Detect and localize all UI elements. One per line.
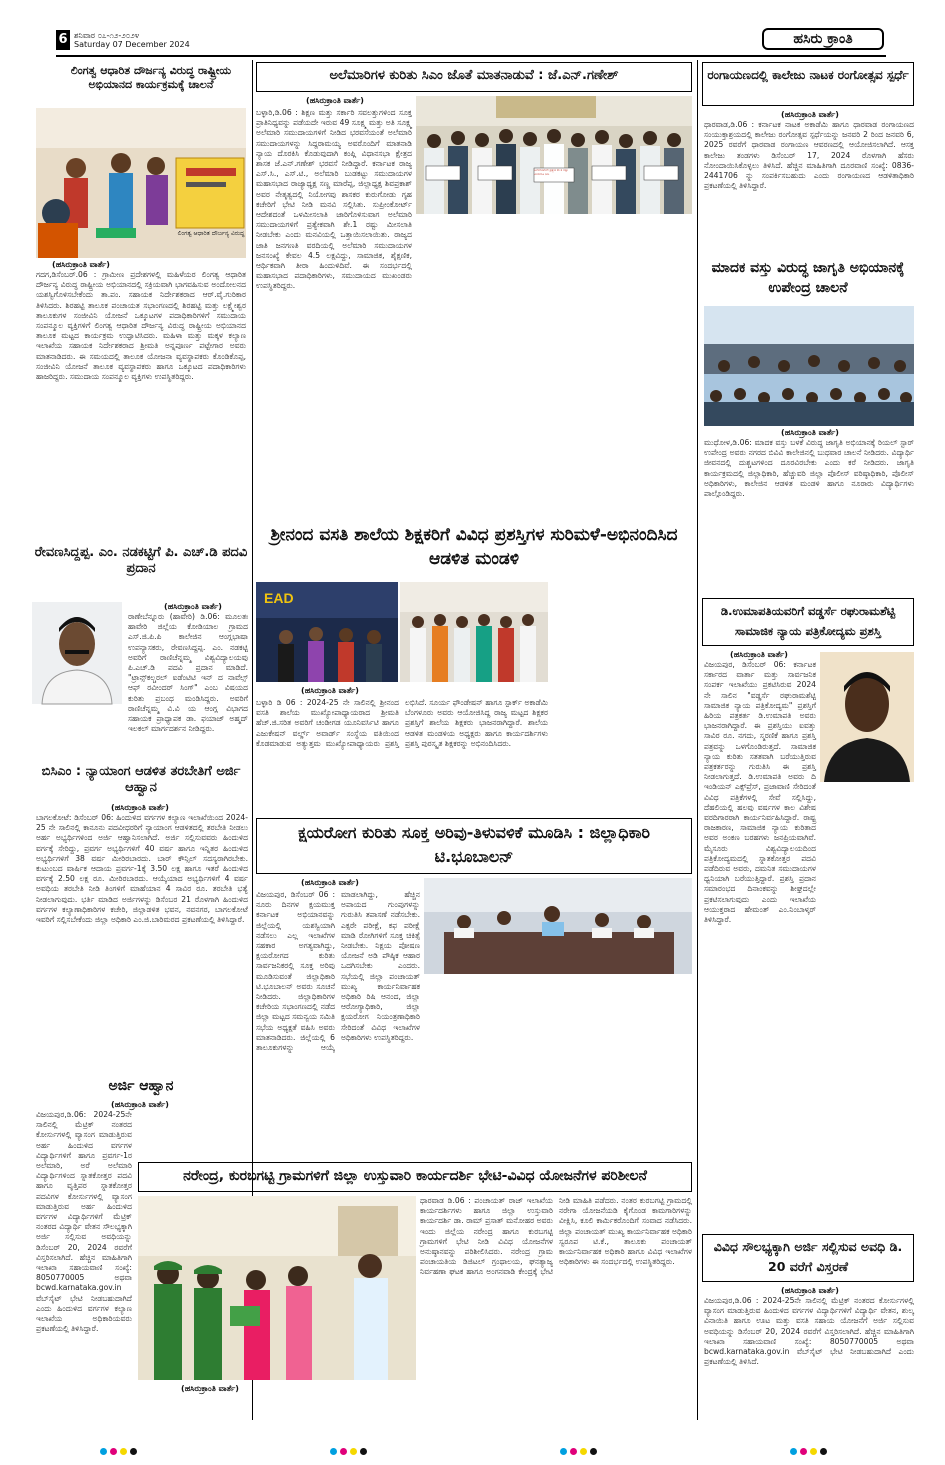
srinanda-stage-photo	[256, 582, 398, 682]
lingayat-credit: (ಹಸಿರುಕ್ರಾಂತಿ ವಾರ್ತೆ)	[52, 260, 110, 269]
tb-headline: ಕ್ಷಯರೋಗ ಕುರಿತು ಸೂಕ್ತ ಅರಿವು-ತಿಳುವಳಿಕೆ ಮೂಡಿಸಿ : ಜಿಲ್ಲಾಧಿಕಾರಿ ಟಿ.ಭೂಬಾಲನ್	[256, 818, 692, 874]
lingayat-body: ಗದಗ,ಡಿಸೆಂಬರ್.06 : ಗ್ರಾಮೀಣ ಪ್ರದೇಶಗಳಲ್ಲಿ ಮಹಿಳೆಯರ ಲಿಂಗತ್ವ ಆಧಾರಿತ ದೌರ್ಜನ್ಯ ವಿರುದ್ಧ ರಾಷ್ಟ್ರೀಯ ಅಭಿಯಾನದಲ್ಲಿ ಸಕ್ರಿಯವಾಗಿ ಭಾಗವಹಿಸುವ ಅಂದೋಲನದ ಯಶಸ್ವಿಗೊಳಿಸಬೇಕೆಂದು ತಾ.ಪಂ. ಸಹಾಯಕ ನಿರ್ದೇಶಕರಾದ ಆರ್.ವೈ.ಗುರಿಕಾರ ತಿಳಿಸಿದರು. ಶಿರಹಟ್ಟಿ ತಾಲೂಕ ಪಂಚಾಯತ ಸಭಾಂಗಣದಲ್ಲಿ ಶಿರಹಟ್ಟಿ ಮತ್ತು ಲಕ್ಷ್ಮೇಶ್ವರ ತಾಲೂಕುಗಳ ಸಂಜೀವಿನಿ ಯೋಜನೆ ಒಕ್ಕೂಟಗಳ ಪದಾಧಿಕಾರಿಗಳಿಗೆ ಸಮುದಾಯ ಸಂಪನ್ಮೂಲ ವ್ಯಕ್ತಿಗಳಿಗೆ ಲಿಂಗತ್ವ ಆಧಾರಿತ ದೌರ್ಜನ್ಯ ವಿರುದ್ಧ ರಾಷ್ಟ್ರೀಯ ಅಭಿಯಾನದ ತಾಲೂಕ ಮಟ್ಟದ ಕಾರ್ಯಕ್ರಮ ಉದ್ಘಾಟಿಸಿದರು. ಮಹಿಳಾ ಮತ್ತು ಮಕ್ಕಳ ಕಲ್ಯಾಣ ಇಲಾಖೆಯ ಸಹಾಯಕ ನಿರ್ದೇಶಕರಾದ ಶ್ರೀಮತಿ ಅನ್ನಪೂರ್ಣ ಪಟ್ಟೇಗಾರ ಅವರು ಮಾತನಾಡಿದರು. ಈ ಸಮಯದಲ್ಲಿ ತಾಲೂಕ ಯೋಜನಾ ವ್ಯವಸ್ಥಾಪಕರು ಕೊಂಡಿಕೊಪ್ಪ, ಸಂಜೀವಿನಿ ಯೋಜನೆ ತಾಲೂಕ ವ್ಯವಸ್ಥಾಪಕರು ಹಾಗೂ ಒಕ್ಕೂಟದ ಪದಾಧಿಕಾರಿಗಳು ಹಾಜರಿದ್ದರು. ಸಮುದಾಯ ಸಂಪನ್ಮೂಲ ವ್ಯಕ್ತಿಗಳು ಉಪಸ್ಥಿತರಿದ್ದರು.	[36, 270, 246, 382]
vividha-credit: (ಹಸಿರುಕ್ರಾಂತಿ ವಾರ್ತೆ)	[781, 1286, 839, 1295]
tb-meeting-photo	[424, 878, 692, 974]
umapathi-body-continued	[704, 786, 914, 1122]
registration-marks-right	[790, 1440, 830, 1459]
rangayana-credit: (ಹಸಿರುಕ್ರಾಂತಿ ವಾರ್ತೆ)	[781, 110, 839, 119]
cyan-dot	[790, 1448, 797, 1455]
arji-body: ವಿಜಯಪುರ,ಡಿ.06: 2024-25ನೇ ಸಾಲಿನಲ್ಲಿ ಮೆಟ್ರಿಕ್ ನಂತರದ ಕೋರ್ಸುಗಳಲ್ಲಿ ವ್ಯಾಸಂಗ ಮಾಡುತ್ತಿರುವ ಅರ್ಹ ಹಿಂದುಳಿದ ವರ್ಗಗಳ ವಿದ್ಯಾರ್ಥಿಗಳಿಗೆ ಹಾಗೂ ಪ್ರವರ್ಗ-1ರ ಅಲೆಮಾರಿ, ಅರೆ ಅಲೆಮಾರಿ ವಿದ್ಯಾರ್ಥಿಗಳಿಂದ ಸ್ನಾತಕೋತ್ತರ ಪದವಿ ಹಾಗೂ ವೃತ್ತಿಪರ ಸ್ನಾತಕೋತ್ತರ ಪದವಿಗಳ ಕೋರ್ಸುಗಳಲ್ಲಿ ವ್ಯಾಸಂಗ ಮಾಡುತ್ತಿರುವ ಅರ್ಹ ಹಿಂದುಳಿದ ವರ್ಗಗಳ ವಿದ್ಯಾರ್ಥಿಗಳಿಗೆ ಮೆಟ್ರಿಕ್ ನಂತರದ ವಿದ್ಯಾರ್ಥಿ ವೇತನ ಸೌಲಭ್ಯಕ್ಕಾಗಿ ಅರ್ಜಿ ಸಲ್ಲಿಸುವ ಅವಧಿಯನ್ನು ಡಿಸೆಂಬರ್ 20, 2024 ರವರೆಗೆ ವಿಸ್ತರಿಸಲಾಗಿದೆ. ಹೆಚ್ಚಿನ ಮಾಹಿತಿಗಾಗಿ ಇಲಾಖಾ ಸಹಾಯವಾಣಿ ಸಂಖ್ಯೆ: 8050770005 ಅಥವಾ bcwd.karnataka.gov.in ವೆಬ್‌ಸೈಟ್ ಭೇಟಿ ನೀಡಬಹುದಾಗಿದೆ ಎಂದು ಹಿಂದುಳಿದ ವರ್ಗಗಳ ಕಲ್ಯಾಣ ಇಲಾಖೆಯ ಅಧಿಕಾರಿಯವರು ಪ್ರಕಟಣೆಯಲ್ಲಿ ತಿಳಿಸಿದ್ದಾರೆ.	[36, 1110, 132, 1334]
black-dot	[590, 1448, 597, 1455]
madaka-rally-photo	[704, 306, 914, 426]
bcm-credit: (ಹಸಿರುಕ್ರಾಂತಿ ವಾರ್ತೆ)	[111, 803, 169, 812]
alemari-credit: (ಹಸಿರುಕ್ರಾಂತಿ ವಾರ್ತೆ)	[306, 96, 364, 105]
black-dot	[360, 1448, 367, 1455]
magenta-dot	[340, 1448, 347, 1455]
lingayat-headline: ಲಿಂಗತ್ವ ಆಧಾರಿತ ದೌರ್ಜನ್ಯ ವಿರುದ್ಧ ರಾಷ್ಟ್ರೀಯ ಅಭಿಯಾನದ ಕಾರ್ಯಕ್ರಮಕ್ಕೆ ಚಾಲನೆ	[70, 64, 232, 91]
phd-headline: ರೇವಣಸಿದ್ದಪ್ಪ. ಎಂ. ನಡಕಟ್ಟಿಗೆ ಪಿ. ಎಚ್.ಡಿ ಪದವಿ ಪ್ರದಾನ	[34, 545, 248, 577]
tb-body: ವಿಜಯಪುರ, ಡಿಸೆಂಬರ್ 06 : ನೂರು ದಿನಗಳ ಕ್ಷಯಮುಕ್ತ ಕರ್ನಾಟಕ ಅಭಿಯಾನವನ್ನು ಜಿಲ್ಲೆಯಲ್ಲಿ ಯಶಸ್ವಿಯಾಗಿ ನಡೆಸಲು ಎಲ್ಲ ಇಲಾಖೆಗಳ ಸಹಕಾರ ಅಗತ್ಯವಾಗಿದ್ದು, ಕ್ಷಯರೋಗದ ಕುರಿತು ಸಾರ್ವಜನಿಕರಲ್ಲಿ ಸೂಕ್ತ ಅರಿವು ಮೂಡಿಸುವಂತೆ ಜಿಲ್ಲಾಧಿಕಾರಿ ಟಿ.ಭೂಬಾಲನ್ ಅವರು ಸೂಚನೆ ನೀಡಿದರು. ಜಿಲ್ಲಾಧಿಕಾರಿಗಳ ಕಚೇರಿಯ ಸಭಾಂಗಣದಲ್ಲಿ ನಡೆದ ಜಿಲ್ಲಾ ಮಟ್ಟದ ಸಮನ್ವಯ ಸಮಿತಿ ಸಭೆಯ ಅಧ್ಯಕ್ಷತೆ ವಹಿಸಿ ಅವರು ಮಾತನಾಡಿದರು. ಜಿಲ್ಲೆಯಲ್ಲಿ 6 ತಾಲೂಕುಗಳನ್ನು ಆಯ್ಕೆ ಮಾಡಲಾಗಿದ್ದು, ಹೆಚ್ಚಿನ ಅಪಾಯದ ಗುಂಪುಗಳನ್ನು ಗುರುತಿಸಿ ತಪಾಸಣೆ ನಡೆಸಬೇಕು. ಎಕ್ಸರೇ ಪರೀಕ್ಷೆ, ಕಫ ಪರೀಕ್ಷೆ ಮಾಡಿ ರೋಗಿಗಳಿಗೆ ಸೂಕ್ತ ಚಿಕಿತ್ಸೆ ನೀಡಬೇಕು. ನಿಕ್ಷಯ ಪೋಷಣ ಯೋಜನೆ ಅಡಿ ಪೌಷ್ಠಿಕ ಆಹಾರ ಒದಗಿಸಬೇಕು ಎಂದರು. ಸಭೆಯಲ್ಲಿ ಜಿಲ್ಲಾ ಪಂಚಾಯತ್ ಮುಖ್ಯ ಕಾರ್ಯನಿರ್ವಾಹಕ ಅಧಿಕಾರಿ ರಿಷಿ ಆನಂದ, ಜಿಲ್ಲಾ ಆರೋಗ್ಯಾಧಿಕಾರಿ, ಜಿಲ್ಲಾ ಕ್ಷಯರೋಗ ನಿಯಂತ್ರಣಾಧಿಕಾರಿ ಸೇರಿದಂತೆ ವಿವಿಧ ಇಲಾಖೆಗಳ ಅಧಿಕಾರಿಗಳು ಉಪಸ್ಥಿತರಿದ್ದರು.	[256, 890, 420, 1053]
umapathi-body: ವಿಜಯಪುರ, ಡಿಸೆಂಬರ್ 06: ಕರ್ನಾಟಕ ಸರ್ಕಾರದ ವಾರ್ತಾ ಮತ್ತು ಸಾರ್ವಜನಿಕ ಸಂಪರ್ಕ ಇಲಾಖೆಯು ಪ್ರಕಟಿಸಿರುವ 2024 ನೇ ಸಾಲಿನ "ವಡ್ಡರ್ಸೆ ರಘುರಾಮಶೆಟ್ಟಿ ಸಾಮಾಜಿಕ ನ್ಯಾಯ ಪತ್ರಿಕೋದ್ಯಮ" ಪ್ರಶಸ್ತಿಗೆ ಹಿರಿಯ ಪತ್ರಕರ್ತ ಡಿ.ಉಮಾಪತಿ ಅವರು ಭಾಜನರಾಗಿದ್ದಾರೆ. ಈ ಪ್ರಶಸ್ತಿಯು ಐವತ್ತು ಸಾವಿರ ರೂ. ನಗದು, ಸ್ಮರಣಿಕೆ ಹಾಗೂ ಪ್ರಶಸ್ತಿ ಪತ್ರವನ್ನು ಒಳಗೊಂಡಿರುತ್ತದೆ. ಸಾಮಾಜಿಕ ನ್ಯಾಯ ಕುರಿತು ಸತತವಾಗಿ ಬರೆಯುತ್ತಿರುವ ಪತ್ರಕರ್ತರನ್ನು ಗುರುತಿಸಿ ಈ ಪ್ರಶಸ್ತಿ ನೀಡಲಾಗುತ್ತದೆ. ಡಿ.ಉಮಾಪತಿ ಅವರು ದಿ ಇಂಡಿಯನ್ ಎಕ್ಸ್‌ಪ್ರೆಸ್, ಪ್ರಜಾವಾಣಿ ಸೇರಿದಂತೆ ವಿವಿಧ ಪತ್ರಿಕೆಗಳಲ್ಲಿ ಸೇವೆ ಸಲ್ಲಿಸಿದ್ದು, ದೆಹಲಿಯಲ್ಲಿ ಹಲವು ವರ್ಷಗಳ ಕಾಲ ವಿಶೇಷ ವರದಿಗಾರರಾಗಿ ಕಾರ್ಯನಿರ್ವಹಿಸಿದ್ದಾರೆ. ರಾಷ್ಟ್ರ ರಾಜಕಾರಣ, ಸಾಮಾಜಿಕ ನ್ಯಾಯ ಕುರಿತಾದ ಅವರ ಅಂಕಣ ಬರಹಗಳು ಜನಪ್ರಿಯವಾಗಿವೆ. ಮೈಸೂರು ವಿಶ್ವವಿದ್ಯಾಲಯದಿಂದ ಪತ್ರಿಕೋದ್ಯಮದಲ್ಲಿ ಸ್ನಾತಕೋತ್ತರ ಪದವಿ ಪಡೆದಿರುವ ಅವರು, ದಮನಿತ ಸಮುದಾಯಗಳ ಧ್ವನಿಯಾಗಿ ಬರೆಯುತ್ತಿದ್ದಾರೆ. ಪ್ರಶಸ್ತಿ ಪ್ರದಾನ ಸಮಾರಂಭದ ದಿನಾಂಕವನ್ನು ಶೀಘ್ರದಲ್ಲೇ ಪ್ರಕಟಿಸಲಾಗುವುದು ಎಂದು ಇಲಾಖೆಯ ಆಯುಕ್ತರಾದ ಹೇಮಂತ್ ಎಂ.ನಿಂಬಾಳ್ಕರ್ ತಿಳಿಸಿದ್ದಾರೆ.	[704, 660, 816, 925]
srinanda-group-photo	[400, 582, 548, 682]
cyan-dot	[330, 1448, 337, 1455]
date-english: Saturday 07 December 2024	[74, 40, 190, 49]
umapathi-credit: (ಹಸಿರುಕ್ರಾಂತಿ ವಾರ್ತೆ)	[730, 650, 788, 659]
magenta-dot	[570, 1448, 577, 1455]
srinanda-credit: (ಹಸಿರುಕ್ರಾಂತಿ ವಾರ್ತೆ)	[301, 686, 359, 695]
narendra-visit-photo	[138, 1196, 416, 1380]
cyan-dot	[100, 1448, 107, 1455]
arji-headline: ಅರ್ಜಿ ಆಹ್ವಾನ	[108, 1078, 174, 1094]
phd-credit: (ಹಸಿರುಕ್ರಾಂತಿ ವಾರ್ತೆ)	[164, 602, 222, 611]
cyan-dot	[560, 1448, 567, 1455]
yellow-dot	[120, 1448, 127, 1455]
narendra-body-continued	[222, 1394, 416, 1420]
bcm-headline: ಬಿಸಿಎಂ : ನ್ಯಾಯಾಂಗ ಆಡಳಿತ ತರಬೇತಿಗೆ ಅರ್ಜಿ ಆಹ್ವಾನ	[41, 764, 241, 796]
alemari-banner-text: ಅಲೆಮಾರಿಗಳಿಗೆ ಪ್ರತ್ಯೇಕ ಶೇ.1 ರಷ್ಟು ಮೀಸಲಾತಿ ನೀಡಿ	[534, 168, 569, 176]
alemari-group-photo	[416, 96, 692, 214]
black-dot	[820, 1448, 827, 1455]
tb-credit: (ಹಸಿರುಕ್ರಾಂತಿ ವಾರ್ತೆ)	[301, 878, 359, 887]
narendra-body: ಧಾರವಾಡ ಡಿ.06 : ಪಂಚಾಯತ್ ರಾಜ್ ಇಲಾಖೆಯ ಕಾರ್ಯದರ್ಶಿಗಳು ಹಾಗೂ ಜಿಲ್ಲಾ ಉಸ್ತುವಾರಿ ಕಾರ್ಯದರ್ಶಿ ಡಾ. ರಾಮ್ ಪ್ರಸಾತ್ ಮನೋಹರ ಅವರು ಇಂದು ಜಿಲ್ಲೆಯ ನರೇಂದ್ರ ಹಾಗೂ ಕುರಬಗಟ್ಟಿ ಗ್ರಾಮಗಳಿಗೆ ಭೇಟಿ ನೀಡಿ ವಿವಿಧ ಯೋಜನೆಗಳ ಅನುಷ್ಠಾನವನ್ನು ಪರಿಶೀಲಿಸಿದರು. ನರೇಂದ್ರ ಗ್ರಾಮ ಪಂಚಾಯತಿಯ ಡಿಜಿಟಲ್ ಗ್ರಂಥಾಲಯ, ಘನತ್ಯಾಜ್ಯ ನಿರ್ವಹಣಾ ಘಟಕ ಹಾಗೂ ಅಂಗನವಾಡಿ ಕೇಂದ್ರಕ್ಕೆ ಭೇಟಿ ನೀಡಿ ಮಾಹಿತಿ ಪಡೆದರು. ನಂತರ ಕುರಬಗಟ್ಟಿ ಗ್ರಾಮದಲ್ಲಿ ನರೇಗಾ ಯೋಜನೆಯಡಿ ಕೈಗೊಂಡ ಕಾಮಗಾರಿಗಳನ್ನು ವೀಕ್ಷಿಸಿ, ಕೂಲಿ ಕಾರ್ಮಿಕರೊಂದಿಗೆ ಸಂವಾದ ನಡೆಸಿದರು. ಜಿಲ್ಲಾ ಪಂಚಾಯತ್ ಮುಖ್ಯ ಕಾರ್ಯನಿರ್ವಾಹಕ ಅಧಿಕಾರಿ ಸ್ವರೂಪ ಟಿ.ಕೆ., ತಾಲೂಕು ಪಂಚಾಯತ್ ಕಾರ್ಯನಿರ್ವಾಹಕ ಅಧಿಕಾರಿ ಹಾಗೂ ವಿವಿಧ ಇಲಾಖೆಗಳ ಅಧಿಕಾರಿಗಳು ಈ ಸಂದರ್ಭದಲ್ಲಿ ಉಪಸ್ಥಿತರಿದ್ದರು.	[420, 1196, 692, 1277]
arji-credit: (ಹಸಿರುಕ್ರಾಂತಿ ವಾರ್ತೆ)	[111, 1100, 169, 1109]
lingayat-photo	[36, 108, 246, 258]
phd-body-continued	[32, 708, 248, 760]
srinanda-body: ಬಳ್ಳಾರಿ ಡಿ 06 : 2024-25 ನೇ ಸಾಲಿನಲ್ಲಿ ಶ್ರೀನಂದ ವಸತಿ ಶಾಲೆಯ ಮುಖ್ಯೋಪಾಧ್ಯಾಯರಾದ ಶ್ರೀಮತಿ ಹೆಚ್.ಜಿ.ಸರಿತ ಅವರಿಗೆ ಚಂಡೀಗಡ ಯೂನಿವರ್ಸಿಟಿ ಹಾಗೂ ಎಜುಕೇಷನ್ ವರ್ಲ್ಡ್ ಅವಾರ್ಡ್ ಸಂಸ್ಥೆಯ ವತಿಯಿಂದ ಕೊಡಮಾಡುವ ಅತ್ಯುತ್ತಮ ಮುಖ್ಯೋಪಾಧ್ಯಾಯರು ಪ್ರಶಸ್ತಿ ಲಭಿಸಿದೆ. ಸೂರ್ಯ ಫೌಂಡೇಷನ್ ಹಾಗೂ ಸ್ಪಾರ್ಕ್ ಅಕಾಡೆಮಿ ಬೆಂಗಳೂರು ಅವರು ಆಯೋಜಿಸಿದ್ದ ರಾಜ್ಯ ಮಟ್ಟದ ಶಿಕ್ಷಕರ ಪ್ರಶಸ್ತಿಗೆ ಶಾಲೆಯ ಶಿಕ್ಷಕರು ಭಾಜನರಾಗಿದ್ದಾರೆ. ಶಾಲೆಯ ಆಡಳಿತ ಮಂಡಳಿಯ ಅಧ್ಯಕ್ಷರು ಹಾಗೂ ಕಾರ್ಯದರ್ಶಿಗಳು ಪ್ರಶಸ್ತಿ ಪುರಸ್ಕೃತ ಶಿಕ್ಷಕರನ್ನು ಅಭಿನಂದಿಸಿದರು.	[256, 698, 548, 748]
tb-body-continued	[424, 978, 692, 1154]
bcm-body: ಬಾಗಲಕೋಟೆ: ಡಿಸೆಂಬರ್ 06: ಹಿಂದುಳಿದ ವರ್ಗಗಳ ಕಲ್ಯಾಣ ಇಲಾಖೆಯಿಂದ 2024-25 ನೇ ಸಾಲಿನಲ್ಲಿ ಕಾನೂನು ಪದವೀಧರರಿಗೆ ನ್ಯಾಯಾಂಗ ಆಡಳಿತದಲ್ಲಿ ತರಬೇತಿ ನೀಡಲು ಅರ್ಹ ಅಭ್ಯರ್ಥಿಗಳಿಂದ ಅರ್ಜಿ ಆಹ್ವಾನಿಸಲಾಗಿದೆ. ಅರ್ಜಿ ಸಲ್ಲಿಸುವವರು ಹಿಂದುಳಿದ ವರ್ಗಕ್ಕೆ ಸೇರಿದ್ದು, ಪ್ರವರ್ಗ ಅಭ್ಯರ್ಥಿಗಳಿಗೆ 40 ವರ್ಷ ಹಾಗೂ ಇನ್ನಿತರ ಹಿಂದುಳಿದ ಅಭ್ಯರ್ಥಿಗಳಿಗೆ 38 ವರ್ಷ ಮೀರಿರಬಾರದು. ಬಾರ್ ಕೌನ್ಸಿಲ್ ಸದಸ್ಯರಾಗಿರಬೇಕು. ಕುಟುಂಬದ ವಾರ್ಷಿಕ ಆದಾಯ ಪ್ರವರ್ಗ-1ಕ್ಕೆ 3.50 ಲಕ್ಷ ಹಾಗೂ ಇತರೆ ಹಿಂದುಳಿದ ವರ್ಗಕ್ಕೆ 2.50 ಲಕ್ಷ ರೂ. ಮೀರಿರಬಾರದು. ಆಯ್ಕೆಯಾದ ಅಭ್ಯರ್ಥಿಗಳಿಗೆ 4 ವರ್ಷ ಅವಧಿಯ ತರಬೇತಿ ನೀಡಿ ತಿಂಗಳಿಗೆ ಮಾಹೆಯಾನ 4 ಸಾವಿರ ರೂ. ತರಬೇತಿ ಭತ್ಯೆ ನೀಡಲಾಗುವುದು. ಭರ್ತಿ ಮಾಡಿದ ಅರ್ಜಿಗಳನ್ನು ಡಿಸೆಂಬರ 21 ರೊಳಗಾಗಿ ಹಿಂದುಳಿದ ವರ್ಗಗಳ ಕಲ್ಯಾಣಾಧಿಕಾರಿಗಳ ಕಚೇರಿ, ಜಿಲ್ಲಾಡಳಿತ ಭವನ, ನವನಗರ, ಬಾಗಲಕೋಟೆ ಇವರಿಗೆ ಸಲ್ಲಿಸಬೇಕೆಂದು ಜಿಲ್ಲಾ ಅಧಿಕಾರಿ ಎಂ.ಜಿ.ಬಾರಿಮರದ ಪ್ರಕಟಣೆಯಲ್ಲಿ ತಿಳಿಸಿದ್ದಾರೆ.	[36, 813, 248, 925]
vividha-headline: ವಿವಿಧ ಸೌಲಭ್ಯಕ್ಕಾಗಿ ಅರ್ಜಿ ಸಲ್ಲಿಸುವ ಅವಧಿ ಡಿ. 20 ವರೆಗೆ ವಿಸ್ತರಣೆ	[702, 1234, 914, 1282]
page-number: 6	[56, 30, 70, 50]
magenta-dot	[110, 1448, 117, 1455]
umapathi-headline: ಡಿ.ಉಮಾಪತಿಯವರಿಗೆ ವಡ್ಡರ್ಸೆ ರಘುರಾಮಶೆಟ್ಟಿ ಸಾಮಾಜಿಕ ನ್ಯಾಯ ಪತ್ರಿಕೋದ್ಯಮ ಪ್ರಶಸ್ತಿ	[702, 598, 914, 646]
column-divider-right	[697, 60, 698, 1420]
yellow-dot	[350, 1448, 357, 1455]
header-rule	[56, 55, 886, 57]
srinanda-headline: ಶ್ರೀನಂದ ವಸತಿ ಶಾಲೆಯ ಶಿಕ್ಷಕರಿಗೆ ವಿವಿಧ ಪ್ರಶಸ್ತಿಗಳ ಸುರಿಮಳೆ-ಅಭಿನಂದಿಸಿದ ಆಡಳಿತ ಮಂಡಳಿ	[270, 525, 678, 569]
lingayat-banner-text: ಲಿಂಗತ್ವ ಆಧಾರಿತ ದೌರ್ಜನ್ಯ ವಿರುದ್ಧ	[177, 230, 245, 237]
vividha-body: ವಿಜಯಪುರ,ಡಿ.06 : 2024-25ನೇ ಸಾಲಿನಲ್ಲಿ ಮೆಟ್ರಿಕ್ ನಂತರದ ಕೋರ್ಸುಗಳಲ್ಲಿ ವ್ಯಾಸಂಗ ಮಾಡುತ್ತಿರುವ ಹಿಂದುಳಿದ ವರ್ಗಗಳ ವಿದ್ಯಾರ್ಥಿಗಳಿಗೆ ವಿದ್ಯಾರ್ಥಿ ವೇತನ, ಶುಲ್ಕ ವಿನಾಯಿತಿ ಹಾಗೂ ಊಟ ಮತ್ತು ವಸತಿ ಸಹಾಯ ಯೋಜನೆಗೆ ಅರ್ಜಿ ಸಲ್ಲಿಸುವ ಅವಧಿಯನ್ನು ಡಿಸೆಂಬರ್ 20, 2024 ರವರೆಗೆ ವಿಸ್ತರಿಸಲಾಗಿದೆ. ಹೆಚ್ಚಿನ ಮಾಹಿತಿಗಾಗಿ ಇಲಾಖಾ ಸಹಾಯವಾಣಿ ಸಂಖ್ಯೆ: 8050770005 ಅಥವಾ bcwd.karnataka.gov.in ವೆಬ್‌ಸೈಟ್ ಭೇಟಿ ನೀಡಬಹುದಾಗಿದೆ ಎಂದು ಪ್ರಕಟಣೆಯಲ್ಲಿ ತಿಳಿಸಿದೆ.	[704, 1296, 914, 1367]
srinanda-body-continued	[552, 582, 692, 816]
alemari-body-continued	[418, 218, 690, 520]
madaka-headline: ಮಾದಕ ವಸ್ತು ವಿರುದ್ಧ ಜಾಗೃತಿ ಅಭಿಯಾನಕ್ಕೆ ಉಪೇಂದ್ರ ಚಾಲನೆ	[711, 260, 905, 296]
srinanda-stage-text: EAD	[264, 590, 294, 606]
registration-marks-center-left	[330, 1440, 370, 1459]
header-date	[74, 31, 190, 49]
narendra-credit: (ಹಸಿರುಕ್ರಾಂತಿ ವಾರ್ತೆ)	[181, 1384, 239, 1393]
madaka-body: ಮುಧೋಳ,ಡಿ.06: ಮಾದಕ ವಸ್ತು ಬಳಕೆ ವಿರುದ್ಧ ಜಾಗೃತಿ ಅಭಿಯಾನಕ್ಕೆ ರಿಯಲ್ ಸ್ಟಾರ್ ಉಪೇಂದ್ರ ಅವರು ನಗರದ ಬಿವಿವಿ ಕಾಲೇಜಿನಲ್ಲಿ ಬುಧವಾರ ಚಾಲನೆ ನೀಡಿದರು. ವಿದ್ಯಾರ್ಥಿ ಜೀವನದಲ್ಲಿ ದುಶ್ಚಟಗಳಿಂದ ದೂರವಿರಬೇಕು ಎಂದು ಕರೆ ನೀಡಿದರು. ಜಾಗೃತಿ ಕಾರ್ಯಕ್ರಮದಲ್ಲಿ ಜಿಲ್ಲಾಧಿಕಾರಿ, ಹೆಚ್ಚುವರಿ ಜಿಲ್ಲಾ ಪೊಲೀಸ್ ವರಿಷ್ಠಾಧಿಕಾರಿ, ಪೊಲೀಸ್ ಅಧಿಕಾರಿಗಳು, ಕಾಲೇಜಿನ ಆಡಳಿತ ಮಂಡಳಿ ಹಾಗೂ ನೂರಾರು ವಿದ್ಯಾರ್ಥಿಗಳು ಪಾಲ್ಗೊಂಡಿದ್ದರು.	[704, 438, 914, 499]
narendra-headline: ನರೇಂದ್ರ, ಕುರಬಗಟ್ಟಿ ಗ್ರಾಮಗಳಿಗೆ ಜಿಲ್ಲಾ ಉಸ್ತುವಾರಿ ಕಾರ್ಯದರ್ಶಿ ಭೇಟಿ-ವಿವಿಧ ಯೋಜನೆಗಳ ಪರಿಶೀಲನೆ	[138, 1162, 692, 1192]
phd-body: ರಾಣೇಬೆನ್ನೂರು (ಹಾವೇರಿ) ಡಿ.06: ಮೂಲತಃ ಹಾವೇರಿ ಜಿಲ್ಲೆಯ ಕೋಡಿಯಾಲ ಗ್ರಾಮದ ಎಸ್.ಜಿ.ಪಿ.ಪಿ ಕಾಲೇಜಿನ ಆಂಗ್ಲಭಾಷಾ ಉಪನ್ಯಾಸಕರು, ರೇವಣಸಿದ್ದಪ್ಪ. ಎಂ. ನಡಕಟ್ಟಿ ಅವರಿಗೆ ರಾಣಿಚೆನ್ನಮ್ಮ ವಿಶ್ವವಿದ್ಯಾಲಯವು ಪಿ.ಎಚ್.ಡಿ ಪದವಿ ಪ್ರದಾನ ಮಾಡಿದೆ. "ಟ್ರಾನ್ಸ್‌ಕಲ್ಚರಲ್ ಐಡೆಂಟಿಟಿ ಇನ್ ದ ನಾವೆಲ್ಸ್ ಆಫ್ ರವೀಂದರ್ ಸಿಂಗ್" ಎಂಬ ವಿಷಯದ ಕುರಿತು ಪ್ರಬಂಧ ಮಂಡಿಸಿದ್ದರು. ಅವರಿಗೆ ರಾಣಿಚೆನ್ನಮ್ಮ ವಿ.ವಿ ಯ ಆಂಗ್ಲ ವಿಭಾಗದ ಸಹಾಯಕ ಪ್ರಾಧ್ಯಾಪಕ ಡಾ. ಫಯಾಜ್ ಅಹ್ಮದ್ ಇಲಕಲ್ ಮಾರ್ಗದರ್ಶನ ನೀಡಿದ್ದರು.	[128, 612, 248, 734]
yellow-dot	[580, 1448, 587, 1455]
black-dot	[130, 1448, 137, 1455]
umapathi-portrait-photo	[820, 652, 914, 782]
alemari-body: ಬಳ್ಳಾರಿ,ಡಿ.06 : ಶಿಕ್ಷಣ ಮತ್ತು ಸರ್ಕಾರಿ ಸವಲತ್ತುಗಳಿಂದ ಸೂಕ್ತ ಪ್ರಾತಿನಿಧ್ಯವನ್ನು ಪಡೆಯದೇ ಇರುವ 49 ಸೂಕ್ಷ್ಮ ಮತ್ತು ಅತಿ ಸೂಕ್ಷ್ಮ ಅಲೆಮಾರಿ ಸಮುದಾಯಗಳಿಗೆ ನೀಡಿದ ಭರವಸೆಯಂತೆ ಅಲೆಮಾರಿ ಸಮುದಾಯಗಳನ್ನು ಸಿದ್ದರಾಮಯ್ಯ ಅವರೊಂದಿಗೆ ಮಾತನಾಡಿ ನ್ಯಾಯ ದೊರಕಿಸಿ ಕೊಡುವುದಾಗಿ ಕಂಪ್ಲಿ ವಿಧಾನಸಭಾ ಕ್ಷೇತ್ರದ ಶಾಸಕ ಜೆ.ಎನ್.ಗಣೇಶ್ ಭರವಸೆ ನೀಡಿದ್ದಾರೆ. ಕರ್ನಾಟಕ ರಾಜ್ಯ ಎಸ್.ಸಿ., ಎಸ್.ಟಿ., ಅಲೆಮಾರಿ ಬುಡಕಟ್ಟು ಸಮುದಾಯಗಳ ಮಹಾಸಭಾದ ರಾಜ್ಯಾಧ್ಯಕ್ಷ ಸಣ್ಣ ಮಾರೆಪ್ಪ, ಜಿಲ್ಲಾಧ್ಯಕ್ಷ ಶಿವಪ್ರಕಾಶ್ ಅವರ ನೇತೃತ್ವದಲ್ಲಿ ನಿಯೋಗವು ಶಾಸಕರ ಕುರುಗೋಡು ಗೃಹ ಕಚೇರಿಗೆ ಭೇಟಿ ನೀಡಿ ಮನವಿ ಸಲ್ಲಿಸಿತು. ಸುಪ್ರೀಂಕೋರ್ಟ್ ಆದೇಶದಂತೆ ಒಳಮೀಸಲಾತಿ ಜಾರಿಗೊಳಿಸುವಾಗ ಅಲೆಮಾರಿ ಸಮುದಾಯಗಳಿಗೆ ಪ್ರತ್ಯೇಕವಾಗಿ ಶೇ.1 ರಷ್ಟು ಮೀಸಲಾತಿ ನೀಡಬೇಕು ಎಂದು ಮನವಿಯಲ್ಲಿ ಒತ್ತಾಯಿಸಲಾಯಿತು. ರಾಜ್ಯದ ಜಾತಿ ಜನಗಣತಿ ವರದಿಯಲ್ಲಿ ಅಲೆಮಾರಿ ಸಮುದಾಯಗಳ ಜನಸಂಖ್ಯೆ ಕೇವಲ 4.5 ಲಕ್ಷವಿದ್ದು, ಸಾಮಾಜಿಕ, ಶೈಕ್ಷಣಿಕ, ಆರ್ಥಿಕವಾಗಿ ತೀರಾ ಹಿಂದುಳಿದಿವೆ. ಈ ಸಂದರ್ಭದಲ್ಲಿ ಮಹಾಸಭಾದ ಪದಾಧಿಕಾರಿಗಳು, ಸಮುದಾಯದ ಮುಖಂಡರು ಉಪಸ್ಥಿತರಿದ್ದರು.	[256, 108, 412, 291]
registration-marks-center-right	[560, 1440, 600, 1459]
rangayana-body: ಧಾರವಾಡ,ಡಿ.06 : ಕರ್ನಾಟಕ ನಾಟಕ ಅಕಾಡೆಮಿ ಹಾಗೂ ಧಾರವಾಡ ರಂಗಾಯಣದ ಸಂಯುಕ್ತಾಶ್ರಯದಲ್ಲಿ ಕಾಲೇಜು ರಂಗೋತ್ಸವ ಸ್ಪರ್ಧೆಯನ್ನು ಜನವರಿ 2 ರಿಂದ ಜನವರಿ 6, 2025 ರವರೆಗೆ ಧಾರವಾಡ ರಂಗಾಯಣ ಆವರಣದಲ್ಲಿ ಆಯೋಜಿಸಲಾಗಿದೆ. ಆಸಕ್ತ ಕಾಲೇಜು ತಂಡಗಳು ಡಿಸೆಂಬರ್ 17, 2024 ರೊಳಗಾಗಿ ಹೆಸರು ನೋಂದಾಯಿಸಿಕೊಳ್ಳಲು ತಿಳಿಸಿದೆ. ಹೆಚ್ಚಿನ ಮಾಹಿತಿಗಾಗಿ ದೂರವಾಣಿ ಸಂಖ್ಯೆ: 0836-2441706 ನ್ನು ಸಂಪರ್ಕಿಸಬಹುದು ಎಂದು ರಂಗಾಯಣದ ಆಡಳಿತಾಧಿಕಾರಿ ಪ್ರಕಟಣೆಯಲ್ಲಿ ತಿಳಿಸಿದ್ದಾರೆ.	[704, 120, 914, 191]
date-kannada: ಶನಿವಾರ ೦೭-೧೨-೨೦೨೪	[74, 31, 140, 40]
rangayana-headline: ರಂಗಾಯಣದಲ್ಲಿ ಕಾಲೇಜು ನಾಟಕ ರಂಗೋತ್ಸವ ಸ್ಪರ್ಧೆ	[702, 62, 914, 106]
magenta-dot	[800, 1448, 807, 1455]
newspaper-name: ಹಸಿರು ಕ್ರಾಂತಿ	[762, 28, 884, 50]
alemari-headline: ಅಲೆಮಾರಿಗಳ ಕುರಿತು ಸಿಎಂ ಜೊತೆ ಮಾತನಾಡುವೆ : ಜೆ.ಎನ್.ಗಣೇಶ್	[256, 62, 692, 92]
yellow-dot	[810, 1448, 817, 1455]
phd-portrait-photo	[32, 602, 122, 704]
madaka-credit: (ಹಸಿರುಕ್ರಾಂತಿ ವಾರ್ತೆ)	[781, 428, 839, 437]
registration-marks-left	[100, 1440, 140, 1459]
